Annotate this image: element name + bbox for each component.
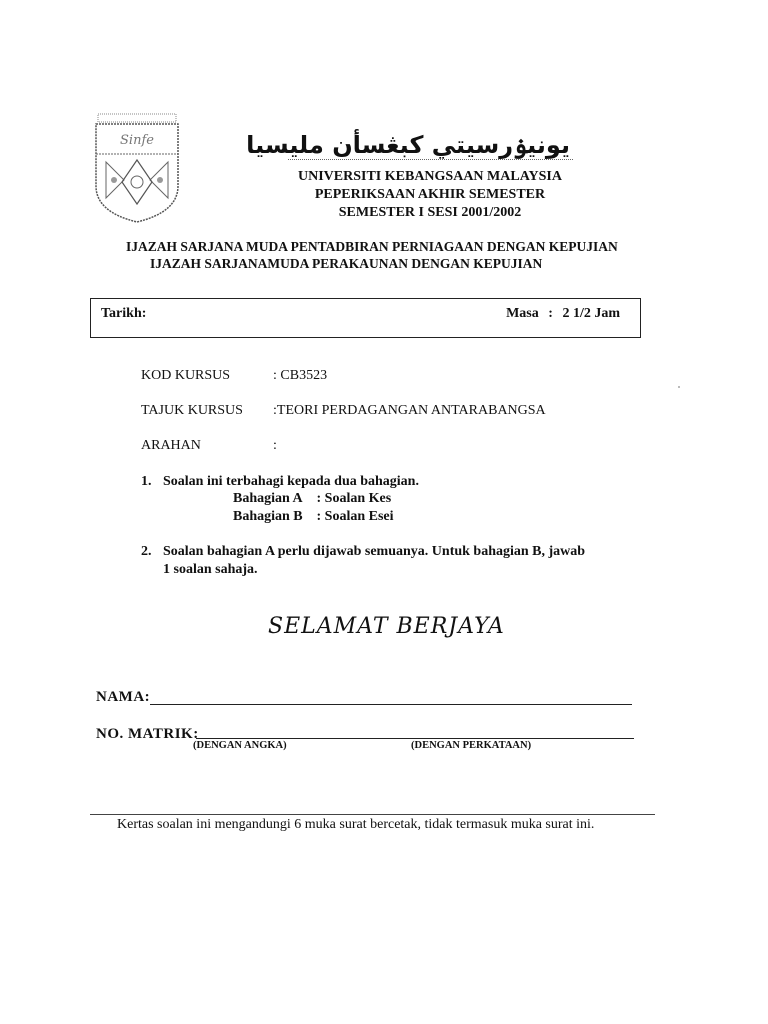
- duration: [506, 306, 626, 322]
- duration-value: 2 1/2 Jam: [562, 306, 620, 321]
- name-label: NAMA:: [96, 689, 151, 705]
- scan-speck: [678, 386, 680, 388]
- instruction-number: 2.: [141, 544, 152, 559]
- section-a-row: [233, 490, 391, 508]
- course-code-label: KOD KURSUS: [141, 368, 231, 383]
- section-type: Soalan Kes: [324, 491, 392, 506]
- svg-text:Sinfe: Sinfe: [120, 133, 154, 148]
- jawi-university-name: يونيۏرسيتي كبڠسأن مليسيا: [246, 131, 570, 159]
- date-time-box: [90, 298, 641, 338]
- instruction-number: 1.: [141, 474, 152, 489]
- instructions-row: [141, 437, 277, 455]
- date-label: Tarikh:: [101, 306, 147, 321]
- exam-header: [270, 168, 590, 222]
- instruction-item: [141, 473, 419, 491]
- instruction-text: Soalan bahagian A perlu dijawab semuanya. Untuk bahagian B, jawab: [163, 544, 586, 559]
- matric-field-line[interactable]: [196, 738, 634, 739]
- course-code-row: [141, 367, 327, 385]
- instruction-text: 1 soalan sahaja.: [163, 562, 258, 577]
- degree-line-2: IJAZAH SARJANAMUDA PERAKAUNAN DENGAN KEPUJIAN: [150, 256, 543, 271]
- duration-separator: :: [548, 306, 553, 321]
- university-name: UNIVERSITI KEBANGSAAN MALAYSIA: [298, 169, 562, 184]
- matric-digits-caption: (DENGAN ANGKA): [193, 740, 287, 751]
- duration-label: Masa: [506, 306, 539, 321]
- course-title-label: TAJUK KURSUS: [141, 403, 243, 418]
- instruction-text: Soalan ini terbahagi kepada dua bahagian.: [163, 474, 419, 489]
- university-crest-logo: [92, 112, 182, 224]
- instructions-label: ARAHAN: [141, 438, 201, 453]
- instruction-continuation: [141, 561, 258, 579]
- name-field-line[interactable]: [150, 704, 632, 705]
- exam-name: PEPERIKSAAN AKHIR SEMESTER: [314, 187, 546, 202]
- degree-programmes: [100, 238, 680, 272]
- course-code-value: : CB3523: [273, 368, 328, 383]
- greeting: SELAMAT BERJAYA: [268, 614, 505, 639]
- section-separator: :: [316, 509, 322, 524]
- section-separator: :: [316, 491, 322, 506]
- instruction-item: [141, 543, 585, 561]
- section-type: Soalan Esei: [324, 509, 394, 524]
- degree-line-1: IJAZAH SARJANA MUDA PENTADBIRAN PERNIAGAAN DENGAN KEPUJIAN: [126, 239, 618, 254]
- page-count-note: Kertas soalan ini mengandungi 6 muka surat bercetak, tidak termasuk muka surat ini.: [117, 817, 595, 832]
- matric-words-caption: (DENGAN PERKATAAN): [411, 740, 532, 751]
- instructions-colon: :: [273, 438, 277, 453]
- footer-divider: [90, 814, 655, 815]
- course-title-value: :TEORI PERDAGANGAN ANTARABANGSA: [273, 403, 546, 418]
- section-label: Bahagian A: [233, 491, 303, 506]
- section-label: Bahagian B: [233, 509, 303, 524]
- matric-label: NO. MATRIK:: [96, 726, 199, 742]
- semester-session: SEMESTER I SESI 2001/2002: [338, 205, 522, 220]
- course-title-row: [141, 402, 546, 420]
- jawi-underline: [288, 159, 573, 160]
- section-b-row: [233, 508, 394, 526]
